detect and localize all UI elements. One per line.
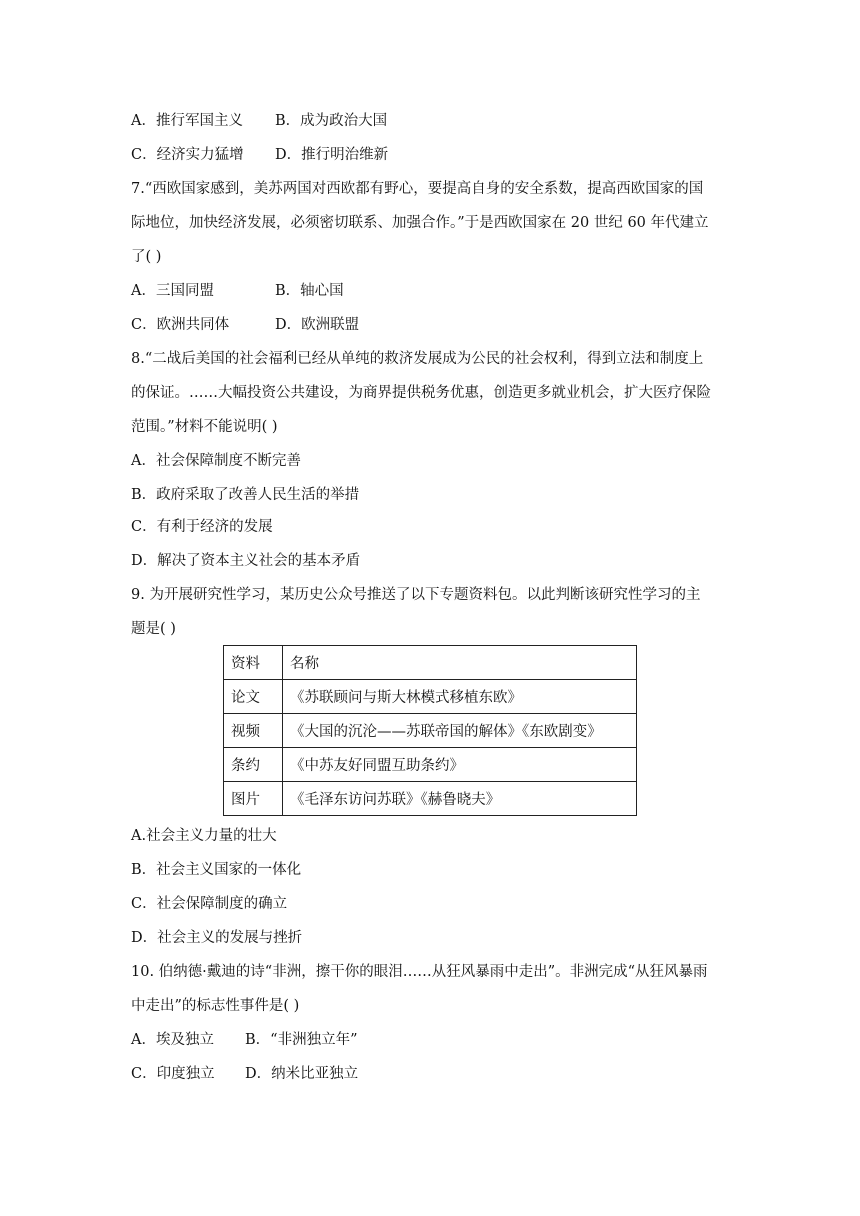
q6-options-row-1	[131, 111, 387, 131]
table-cell-type: 条约	[224, 748, 283, 782]
q9-option-b: B．社会主义国家的一体化	[131, 862, 302, 878]
table-cell-type: 论文	[224, 680, 283, 714]
q10-options-row-2	[131, 1064, 358, 1084]
q7-options-row-2	[131, 315, 359, 335]
q10-stem-line-1: 10. 伯纳德·戴迪的诗“非洲，擦干你的眼泪……从狂风暴雨中走出”。非洲完成“从狂风暴雨	[131, 964, 708, 980]
q7-option-c: C．欧洲共同体	[131, 317, 230, 333]
q7-stem-line-3: 了( )	[131, 249, 162, 265]
q9-stem-line-2: 题是( )	[131, 621, 176, 637]
q7-option-a: A．三国同盟	[131, 283, 214, 299]
q8-option-c: C．有利于经济的发展	[131, 519, 273, 535]
q10-option-c: C．印度独立	[131, 1066, 215, 1082]
q7-stem-line-2: 际地位，加快经济发展，必须密切联系、加强合作。”于是西欧国家在 20 世纪 60 年代建立	[131, 215, 709, 231]
resource-table	[223, 645, 637, 816]
table-cell-type: 图片	[224, 782, 283, 816]
q10-stem-line-2: 中走出”的标志性事件是( )	[131, 998, 300, 1014]
table-header-row	[224, 646, 637, 680]
table-cell-title: 《毛泽东访问苏联》《赫鲁晓夫》	[283, 782, 637, 816]
q6-option-c: C．经济实力猛增	[131, 147, 244, 163]
table-cell-title: 《苏联顾问与斯大林模式移植东欧》	[283, 680, 637, 714]
q10-options-row-1	[131, 1030, 357, 1050]
q8-stem-line-1: 8.“二战后美国的社会福利已经从单纯的救济发展成为公民的社会权利，得到立法和制度上	[131, 351, 704, 367]
q6-option-d: D．推行明治维新	[275, 147, 389, 163]
q10-option-d: D．纳米比亚独立	[245, 1066, 359, 1082]
q10-option-b: B．“非洲独立年”	[245, 1032, 358, 1048]
table-row	[224, 748, 637, 782]
q9-stem-line-1: 9. 为开展研究性学习，某历史公众号推送了以下专题资料包。以此判断该研究性学习的主	[131, 587, 701, 603]
table-cell-title: 《大国的沉沦——苏联帝国的解体》《东欧剧变》	[283, 714, 637, 748]
q10-option-a: A．埃及独立	[131, 1032, 214, 1048]
q9-option-d: D．社会主义的发展与挫折	[131, 930, 303, 946]
q7-option-d: D．欧洲联盟	[275, 317, 360, 333]
q9-option-a: A.社会主义力量的壮大	[131, 828, 277, 844]
q7-stem-line-1: 7.“西欧国家感到，美苏两国对西欧都有野心，要提高自身的安全系数，提高西欧国家的国	[131, 181, 704, 197]
table-header-cell: 名称	[283, 646, 637, 680]
q6-options-row-2	[131, 145, 388, 165]
table-header-cell: 资料	[224, 646, 283, 680]
q7-options-row-1	[131, 281, 344, 301]
table-row	[224, 782, 637, 816]
q8-option-b: B．政府采取了改善人民生活的举措	[131, 487, 360, 503]
table-row	[224, 714, 637, 748]
q6-option-a: A．推行军国主义	[131, 113, 243, 129]
table-row	[224, 680, 637, 714]
q6-option-b: B．成为政治大国	[275, 113, 388, 129]
q9-option-c: C．社会保障制度的确立	[131, 896, 288, 912]
table-cell-title: 《中苏友好同盟互助条约》	[283, 748, 637, 782]
q8-stem-line-2: 的保证。……大幅投资公共建设，为商界提供税务优惠，创造更多就业机会，扩大医疗保险	[131, 385, 711, 401]
q8-stem-line-3: 范围。”材料不能说明( )	[131, 419, 278, 435]
q8-option-d: D．解决了资本主义社会的基本矛盾	[131, 553, 361, 569]
table-cell-type: 视频	[224, 714, 283, 748]
q7-option-b: B．轴心国	[275, 283, 344, 299]
q8-option-a: A．社会保障制度不断完善	[131, 453, 301, 469]
